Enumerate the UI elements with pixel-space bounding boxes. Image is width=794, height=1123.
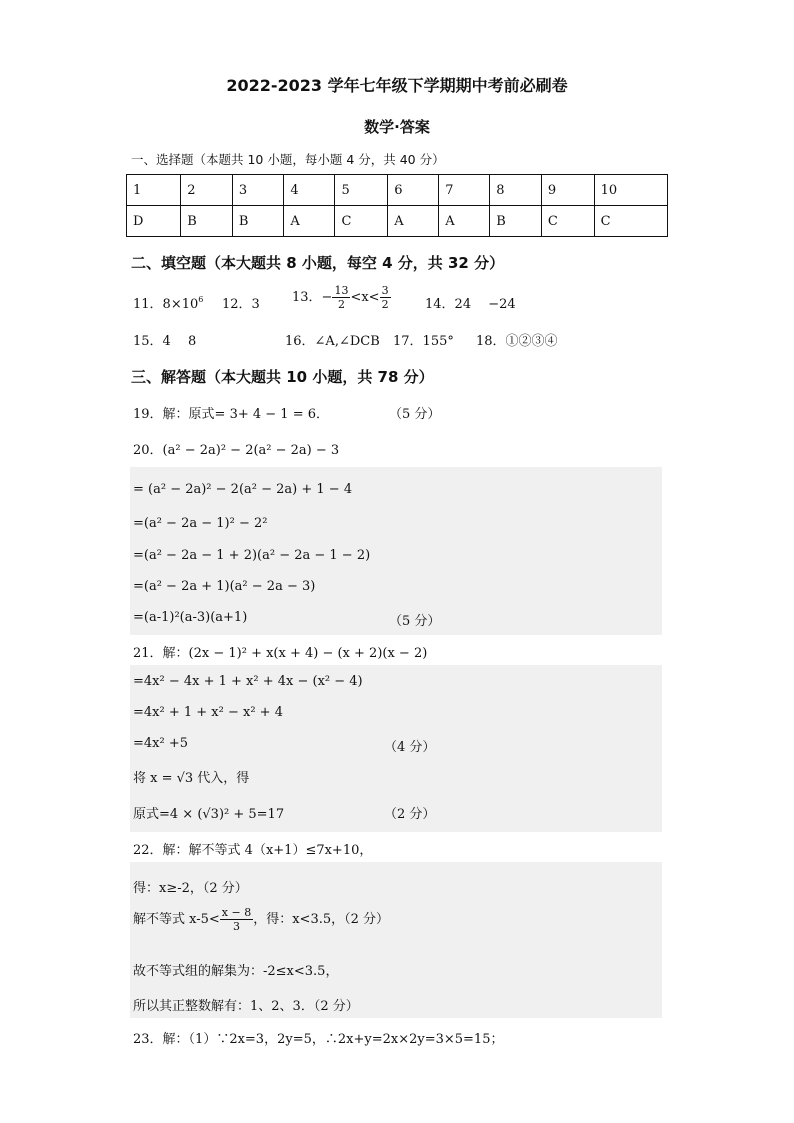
answer-14: 14．24 −24	[425, 297, 516, 312]
answer-22-head: 22．解：解不等式 4（x+1）≤7x+10，	[133, 843, 373, 858]
answer-11: 11．$8\times 10^6$	[133, 295, 204, 312]
table-cell: C	[594, 206, 667, 237]
score-21b: （2 分）	[384, 807, 436, 822]
table-cell: B	[232, 206, 284, 237]
table-cell: 2	[181, 175, 233, 206]
table-cell: 9	[541, 175, 594, 206]
table-cell: B	[490, 206, 542, 237]
table-cell: 3	[232, 175, 284, 206]
table-cell: C	[541, 206, 594, 237]
table-row-answers	[127, 206, 668, 237]
step-21: 将 x = √3 代入，得	[133, 771, 250, 786]
table-cell: C	[335, 206, 388, 237]
section3-heading: 三、解答题（本大题共 10 小题，共 78 分）	[131, 368, 434, 386]
section2-heading: 二、填空题（本大题共 8 小题，每空 4 分，共 32 分）	[131, 254, 505, 272]
fraction: $\frac{13}{2}$	[334, 284, 349, 311]
step-20: =(a² − 2a − 1)² − 2²	[133, 516, 268, 531]
answer-15: 15．4 8	[133, 334, 197, 349]
step-21: =4x² +5	[133, 736, 189, 751]
table-cell: A	[284, 206, 335, 237]
fraction: $\frac{x - 8}{3}$	[221, 906, 252, 933]
table-cell: 8	[490, 175, 542, 206]
table-cell: 1	[127, 175, 181, 206]
step-20: =(a-1)²(a-3)(a+1)	[133, 610, 248, 625]
answer-21-head: 21．解：(2x − 1)² + x(x + 4) − (x + 2)(x − 2)	[133, 646, 428, 661]
step-22: 解不等式 x-5< $\frac{x - 8}{3}$ ，得：x<3.5，（2 分）	[133, 906, 390, 933]
table-cell: 7	[439, 175, 490, 206]
table-cell: A	[388, 206, 439, 237]
answer-18: 18．①②③④	[476, 334, 558, 349]
answer-23: 23．解：（1）∵2x=3，2y=5，∴2x+y=2x×2y=3×5=15；	[133, 1032, 504, 1047]
step-22: 所以其正整数解有：1、2、3．（2 分）	[133, 999, 359, 1014]
table-cell: 10	[594, 175, 667, 206]
step-22: 得：x≥-2，（2 分）	[133, 881, 248, 896]
page-subtitle: 数学·答案	[364, 118, 430, 136]
score-20: （5 分）	[389, 614, 441, 629]
answer-19: 19．解：原式= 3+ 4 − 1 = 6．	[133, 407, 329, 422]
table-cell: B	[181, 206, 233, 237]
step-21: =4x² + 1 + x² − x² + 4	[133, 705, 283, 720]
step-22: 故不等式组的解集为：-2≤x<3.5，	[133, 964, 339, 979]
page-title: 2022-2023 学年七年级下学期期中考前必刷卷	[226, 76, 568, 95]
fraction: $\frac{3}{2}$	[381, 284, 389, 311]
table-cell: 4	[284, 175, 335, 206]
answer-16: 16．∠A,∠DCB	[285, 334, 380, 349]
step-20: =(a² − 2a − 1 + 2)(a² − 2a − 1 − 2)	[133, 548, 371, 563]
step-20: =(a² − 2a + 1)(a² − 2a − 3)	[133, 579, 316, 594]
step-21: 原式=4 × (√3)² + 5=17	[133, 807, 285, 822]
table-cell: 5	[335, 175, 388, 206]
section1-heading: 一、选择题（本题共 10 小题，每小题 4 分，共 40 分）	[131, 152, 445, 167]
step-21: =4x² − 4x + 1 + x² + 4x − (x² − 4)	[133, 674, 363, 689]
table-cell: A	[439, 206, 490, 237]
table-cell: 6	[388, 175, 439, 206]
answer-table	[126, 174, 668, 237]
score-19: （5 分）	[389, 407, 441, 422]
answer-20-head: 20．(a² − 2a)² − 2(a² − 2a) − 3	[133, 443, 340, 458]
table-row-numbers	[127, 175, 668, 206]
score-21a: （4 分）	[384, 740, 436, 755]
answer-17: 17．155°	[393, 334, 454, 349]
step-20: = (a² − 2a)² − 2(a² − 2a) + 1 − 4	[133, 482, 353, 497]
answer-12: 12．3	[222, 297, 260, 312]
table-cell: D	[127, 206, 181, 237]
answer-13: 13．− $\frac{13}{2}$ <x< $\frac{3}{2}$	[292, 284, 389, 311]
